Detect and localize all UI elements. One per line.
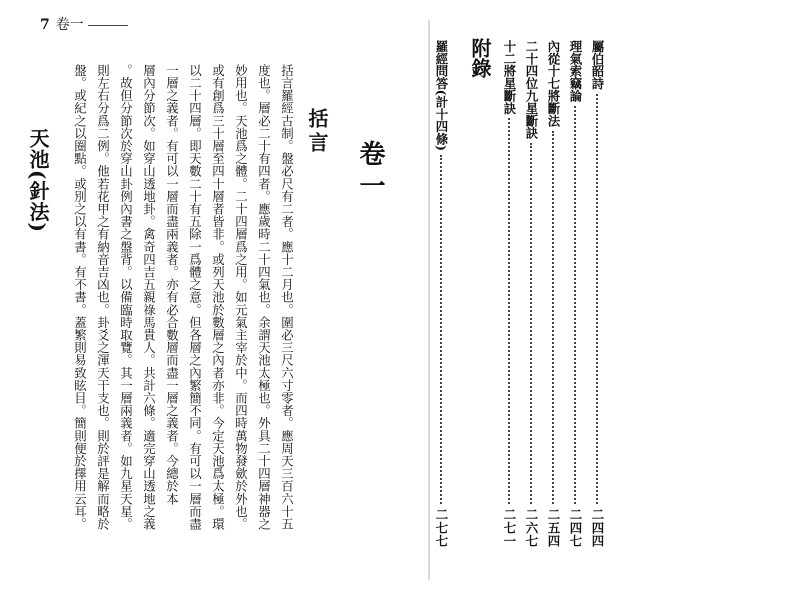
toc-entry-page: 二七七 xyxy=(434,507,449,548)
toc-entry xyxy=(522,40,540,548)
toc-entry-title: 屬伯韶詩 xyxy=(590,40,605,90)
toc-entry xyxy=(500,40,518,548)
toc-entry-title: 內從十七將斷法 xyxy=(546,40,561,127)
toc-entry-page: 二四四 xyxy=(590,507,605,548)
toc-entry-page: 二七一 xyxy=(502,507,517,548)
header-rule xyxy=(88,25,128,26)
body-column: 。故但分節次於穿山卦例內書之盤背。以備臨時取覽。其一層兩義者。如九星天星。 xyxy=(118,64,134,531)
toc-entry-title: 羅經問答(計十四條) xyxy=(434,40,449,151)
chapter-title: 卷一 xyxy=(355,140,385,204)
body-column: 妙用也。天池爲之體。二十四層爲之用。如元氣主宰於中。而四時萬物發歛於外也。 xyxy=(233,64,249,531)
subheading: 天池(針法) xyxy=(26,128,50,233)
body-column: 則左右分爲二例。他若花甲之有納音吉凶也。卦爻之渾天干支也。則於評是解而略於 xyxy=(95,64,111,531)
toc-entry-page: 二四七 xyxy=(568,507,583,548)
page-number: 7 xyxy=(40,17,50,33)
body-column: 盤。或紀之以圈點。或別之以有書。有不書。蓋繁則易致眩目。簡則便於擇用云耳。 xyxy=(72,64,88,531)
section-title: 括言 xyxy=(305,108,329,156)
toc-entry xyxy=(432,40,450,548)
right-page xyxy=(430,0,793,593)
toc-leader-dots xyxy=(440,155,442,504)
toc-leader-dots xyxy=(552,131,554,504)
page-header xyxy=(40,14,128,34)
body-column: 括言羅經古制。盤必尺有二者。應十二月也。圍必三尺六寸零者。應周天三百六十五 xyxy=(279,64,295,531)
toc-leader-dots xyxy=(574,106,576,504)
toc-entry-page: 二六七 xyxy=(524,507,539,548)
toc-entry-title: 二十四位九星斷訣 xyxy=(524,40,539,140)
body-column: 一層之義者。有可以一層而盡兩義者。亦有必合數層而盡一層之義者。今總於本 xyxy=(164,64,180,505)
body-column: 或有創爲三十層至四十層者皆非。或列天池於數層之內者亦非。今定天池爲太極。環 xyxy=(210,64,226,531)
toc-entry xyxy=(544,40,562,548)
toc-entry-page: 二五四 xyxy=(546,507,561,548)
body-column: 層內分節次。如穿山透地卦。禽奇四吉五親祿馬貴人。共計六條。適完穿山透地之義 xyxy=(141,64,157,531)
toc-leader-dots xyxy=(508,118,510,503)
body-column: 以二十四層。即天數二十有五除一爲體之意。但各層之內繁簡不同。有可以一層而盡 xyxy=(187,64,203,531)
body-column: 度也。層必二十有四者。應歲時二十四氣也。余謂天池太極也。外具二十四層神器之 xyxy=(256,64,272,531)
appendix-title: 附錄 xyxy=(468,38,492,78)
toc-leader-dots xyxy=(530,143,532,504)
toc-entry xyxy=(566,40,584,548)
toc-entry-title: 十二將星斷訣 xyxy=(502,40,517,115)
running-title: 卷一 xyxy=(55,17,84,33)
toc-entry xyxy=(588,40,606,548)
toc-leader-dots xyxy=(596,94,598,504)
toc-entry-title: 理氣索竊論 xyxy=(568,40,583,102)
